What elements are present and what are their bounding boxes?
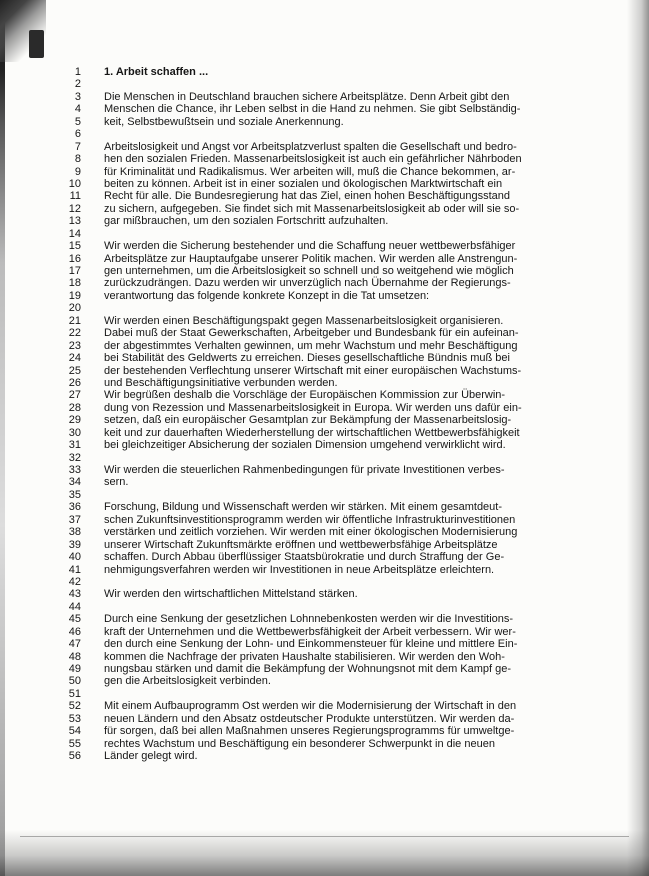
line-text: Durch eine Senkung der gesetzlichen Lohnnebenkosten werden wir die Investitions- (104, 613, 514, 626)
line-number: 20 (68, 302, 81, 315)
line-number: 23 (68, 339, 81, 352)
line-text: bei Stabilität des Geldwerts zu erreichen. Dieses gesellschaftliche Bündnis muß bei (104, 352, 510, 365)
text-line (0, 389, 649, 401)
text-line (0, 638, 649, 650)
scan-blot-mark (29, 30, 44, 58)
line-number: 24 (68, 352, 81, 365)
text-line (0, 526, 649, 538)
line-number: 37 (68, 513, 81, 526)
line-text: setzen, daß ein europäischer Gesamtplan zur Bekämpfung der Massenarbeitslosig- (104, 414, 512, 427)
line-number: 22 (68, 327, 81, 340)
text-line (0, 315, 649, 327)
line-number: 47 (68, 638, 81, 651)
line-number: 28 (68, 401, 81, 414)
line-text: keit, Selbstbewußtsein und soziale Anerkennung. (104, 115, 344, 128)
line-text: sern. (104, 476, 129, 489)
line-text: keit und zur dauerhaften Wiederherstellung der wirtschaftlichen Wettbewerbsfähigkeit (104, 426, 520, 439)
line-number: 55 (68, 737, 81, 750)
line-text: der abgestimmtes Verhalten gewinnen, um mehr Wachstum und mehr Beschäftigung (104, 339, 518, 352)
line-number: 15 (68, 240, 81, 253)
text-line (0, 402, 649, 414)
text-line (0, 626, 649, 638)
text-line (0, 352, 649, 364)
line-text: beiten zu können. Arbeit ist in einer sozialen und ökologischen Marktwirtschaft ein (104, 177, 503, 190)
line-number: 29 (68, 414, 81, 427)
line-text: Recht für alle. Die Bundesregierung hat das Ziel, einen hohen Beschäftigungsstand (104, 190, 511, 203)
line-text: Arbeitslosigkeit und Angst vor Arbeitsplatzverlust spalten die Gesellschaft und bedro- (104, 140, 517, 153)
line-number: 3 (74, 90, 81, 103)
text-line (0, 240, 649, 252)
text-line (0, 738, 649, 750)
text-line (0, 265, 649, 277)
text-line (0, 564, 649, 576)
line-number: 51 (68, 687, 81, 700)
text-line (0, 700, 649, 712)
text-line (0, 377, 649, 389)
line-text: schen Zukunftsinvestitionsprogramm werden wir öffentliche Infrastrukturinvestitionen (104, 513, 516, 526)
line-text: gar mißbrauchen, um den sozialen Fortschritt aufzuhalten. (104, 215, 389, 228)
text-line (0, 103, 649, 115)
line-text: Mit einem Aufbauprogramm Ost werden wir die Modernisierung der Wirtschaft in den (104, 700, 517, 713)
text-line (0, 501, 649, 513)
line-text: neuen Ländern und den Absatz ostdeutscher Produkte unterstützen. Wir werden da- (104, 712, 515, 725)
text-line (0, 178, 649, 190)
text-line (0, 166, 649, 178)
scan-edge-bottom (0, 830, 649, 876)
text-line (0, 228, 649, 240)
text-line (0, 489, 649, 501)
line-text: Wir werden die steuerlichen Rahmenbedingungen für private Investitionen verbes- (104, 464, 505, 476)
heading-row (0, 66, 649, 78)
line-text: Forschung, Bildung und Wissenschaft werden wir stärken. Mit einem gesamtdeut- (104, 501, 503, 514)
line-number: 40 (68, 551, 81, 564)
line-number: 14 (68, 227, 81, 240)
line-text: Dabei muß der Staat Gewerkschaften, Arbeitgeber und Bundesbank für ein aufeinan- (104, 327, 519, 340)
line-text: unserer Wirtschaft Zukunftsmärkte eröffnen und wettbewerbsfähige Arbeitsplätze (104, 538, 498, 551)
line-text: für sorgen, daß bei allen Maßnahmen unseres Regierungsprogramms für umweltge- (104, 725, 515, 738)
line-number: 34 (68, 476, 81, 489)
line-text: gen unternehmen, um die Arbeitslosigkeit so schnell und so weitgehend wie möglich (104, 265, 514, 277)
line-text: hen den sozialen Frieden. Massenarbeitslosigkeit ist auch ein gefährlicher Nährboden (104, 153, 522, 166)
text-line (0, 365, 649, 377)
line-text: schaffen. Durch Abbau überflüssiger Staatsbürokratie und durch Straffung der Ge- (104, 551, 505, 564)
text-line (0, 340, 649, 352)
text-line (0, 116, 649, 128)
line-number: 8 (74, 153, 81, 166)
line-number: 46 (68, 625, 81, 638)
line-number: 12 (68, 202, 81, 215)
text-line (0, 452, 649, 464)
line-text: Länder gelegt wird. (104, 750, 198, 763)
line-number: 2 (74, 78, 81, 91)
line-number: 54 (68, 725, 81, 738)
line-text: für Kriminalität und Radikalismus. Wer arbeiten will, muß die Chance bekommen, ar- (104, 165, 516, 178)
text-line (0, 439, 649, 451)
line-number: 48 (68, 650, 81, 663)
line-number: 44 (68, 600, 81, 613)
text-line (0, 588, 649, 600)
text-line (0, 253, 649, 265)
text-line (0, 414, 649, 426)
text-line (0, 215, 649, 227)
line-number: 25 (68, 364, 81, 377)
line-text: zurückzudrängen. Dazu werden wir unverzüglich nach Übernahme der Regierungs- (104, 277, 511, 290)
text-line (0, 302, 649, 314)
numbered-text-body (0, 66, 649, 763)
line-text: Menschen die Chance, ihr Leben selbst in die Hand zu nehmen. Sie gibt Selbständig- (104, 103, 521, 116)
text-line (0, 141, 649, 153)
line-number: 45 (68, 613, 81, 626)
text-line (0, 290, 649, 302)
line-text: verantwortung das folgende konkrete Konzept in die Tat umsetzen: (104, 289, 430, 302)
line-text: und Beschäftigungsinitiative verbunden werden. (104, 376, 338, 389)
text-line (0, 601, 649, 613)
line-number: 7 (74, 140, 81, 153)
line-number: 33 (68, 464, 81, 476)
line-number: 16 (68, 252, 81, 265)
line-text: zu sichern, aufgegeben. Sie findet sich mit Massenarbeitslosigkeit ab oder will sie so- (104, 202, 520, 215)
text-line (0, 128, 649, 140)
line-number: 30 (68, 426, 81, 439)
text-line (0, 688, 649, 700)
line-number: 56 (68, 750, 81, 763)
line-number: 49 (68, 663, 81, 675)
text-line (0, 651, 649, 663)
line-number: 10 (68, 177, 81, 190)
text-line (0, 153, 649, 165)
line-number: 18 (68, 277, 81, 290)
text-line (0, 464, 649, 476)
line-number: 11 (69, 190, 81, 203)
line-text: nehmigungsverfahren werden wir Investitionen in neue Arbeitsplätze erleichtern. (104, 563, 495, 576)
section-heading: 1. Arbeit schaffen ... (104, 66, 209, 78)
line-text: Wir werden die Sicherung bestehender und die Schaffung neuer wettbewerbsfähiger (104, 240, 516, 253)
line-text: Wir werden einen Beschäftigungspakt gegen Massenarbeitslosigkeit organisieren. (104, 314, 504, 327)
text-line (0, 750, 649, 762)
line-number: 32 (68, 451, 81, 464)
line-text: kommen die Nachfrage der privaten Haushalte stabilisieren. Wir werden den Woh- (104, 650, 505, 663)
text-line (0, 725, 649, 737)
line-text: gen die Arbeitslosigkeit verbinden. (104, 675, 271, 688)
line-number: 43 (68, 588, 81, 601)
line-number: 36 (68, 501, 81, 514)
line-text: verstärken und zeitlich vorziehen. Wir werden mit einer ökologischen Modernisierung (104, 526, 518, 539)
text-line (0, 613, 649, 625)
line-number: 17 (68, 265, 81, 277)
text-line (0, 203, 649, 215)
text-line (0, 551, 649, 563)
line-text: bei gleichzeitiger Absicherung der sozialen Dimension umgehend verwirklicht wird. (104, 439, 506, 452)
line-number: 52 (68, 700, 81, 713)
line-number: 27 (68, 389, 81, 402)
line-number: 53 (68, 712, 81, 725)
line-text: der bestehenden Verflechtung unserer Wirtschaft mit einer europäischen Wachstums- (104, 364, 522, 377)
line-text: Wir werden den wirtschaftlichen Mittelstand stärken. (104, 588, 358, 601)
line-number: 13 (68, 215, 81, 228)
text-line (0, 327, 649, 339)
line-number: 9 (74, 165, 81, 178)
line-number: 41 (68, 563, 81, 576)
line-number: 50 (68, 675, 81, 688)
line-number: 26 (68, 376, 81, 389)
text-line (0, 476, 649, 488)
line-text: den durch eine Senkung der Lohn- und Einkommensteuer für kleine und mittlere Ein- (104, 638, 518, 651)
line-number: 5 (74, 115, 81, 128)
line-text: Die Menschen in Deutschland brauchen sichere Arbeitsplätze. Denn Arbeit gibt den (104, 90, 510, 103)
text-line (0, 91, 649, 103)
text-line (0, 576, 649, 588)
line-number: 42 (68, 575, 81, 588)
text-line (0, 78, 649, 90)
line-number: 39 (68, 538, 81, 551)
text-line (0, 514, 649, 526)
line-number: 38 (68, 526, 81, 539)
line-number: 1 (74, 66, 81, 78)
line-number: 6 (74, 128, 81, 141)
text-line (0, 663, 649, 675)
text-line (0, 427, 649, 439)
line-number: 31 (68, 439, 81, 452)
text-line (0, 675, 649, 687)
line-text: Arbeitsplätze zur Hauptaufgabe unserer Politik machen. Wir werden alle Anstrengun- (104, 252, 518, 265)
line-number: 21 (68, 314, 81, 327)
line-number: 4 (74, 103, 81, 116)
text-line (0, 713, 649, 725)
line-number: 19 (68, 289, 81, 302)
line-text: kraft der Unternehmen und die Wettbewerbsfähigkeit der Arbeit verbessern. Wir wer- (104, 625, 516, 638)
text-line (0, 539, 649, 551)
line-number: 35 (68, 488, 81, 501)
line-text: dung von Rezession und Massenarbeitslosigkeit in Europa. Wir werden uns dafür ein- (104, 401, 522, 414)
text-line (0, 277, 649, 289)
line-text: nungsbau stärken und damit die Bekämpfung der Wohnungsnot mit dem Kampf ge- (104, 663, 512, 675)
text-line (0, 190, 649, 202)
line-text: rechtes Wachstum und Beschäftigung ein besonderer Schwerpunkt in die neuen (104, 737, 495, 750)
line-text: Wir begrüßen deshalb die Vorschläge der Europäischen Kommission zur Überwin- (104, 389, 506, 402)
